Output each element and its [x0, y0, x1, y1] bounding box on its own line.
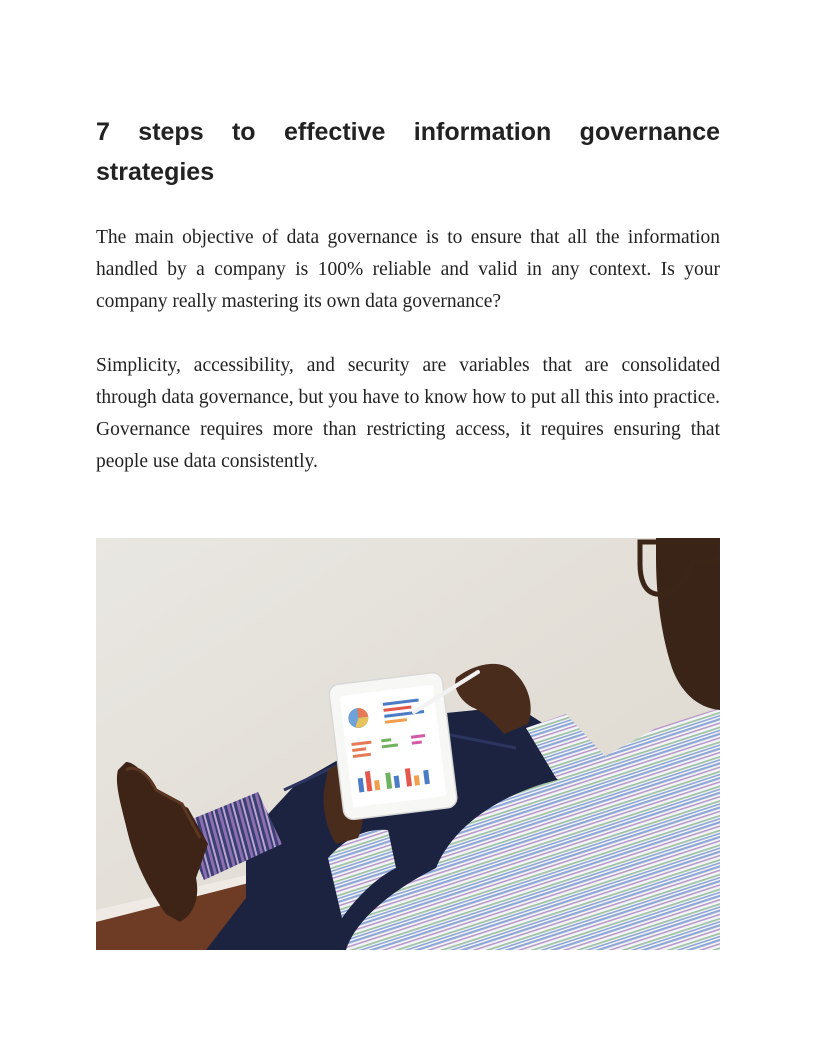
tablet-device	[328, 672, 458, 821]
article-paragraph-1: The main objective of data governance is to ensure that all the information handled by a company is 100% reliable and valid in any context. Is your company really mastering its own data governance?	[96, 227, 720, 312]
article-paragraph-2: Simplicity, accessibility, and security are variables that are consolidated through data governance, but you have to know how to put all this into practice. Governance requires more than restricting access, it requires ensuring that people use data consistently.	[96, 355, 720, 472]
person-with-tablet-photo	[96, 538, 720, 950]
article-title: 7 steps to effective information governance strategies	[96, 118, 720, 186]
